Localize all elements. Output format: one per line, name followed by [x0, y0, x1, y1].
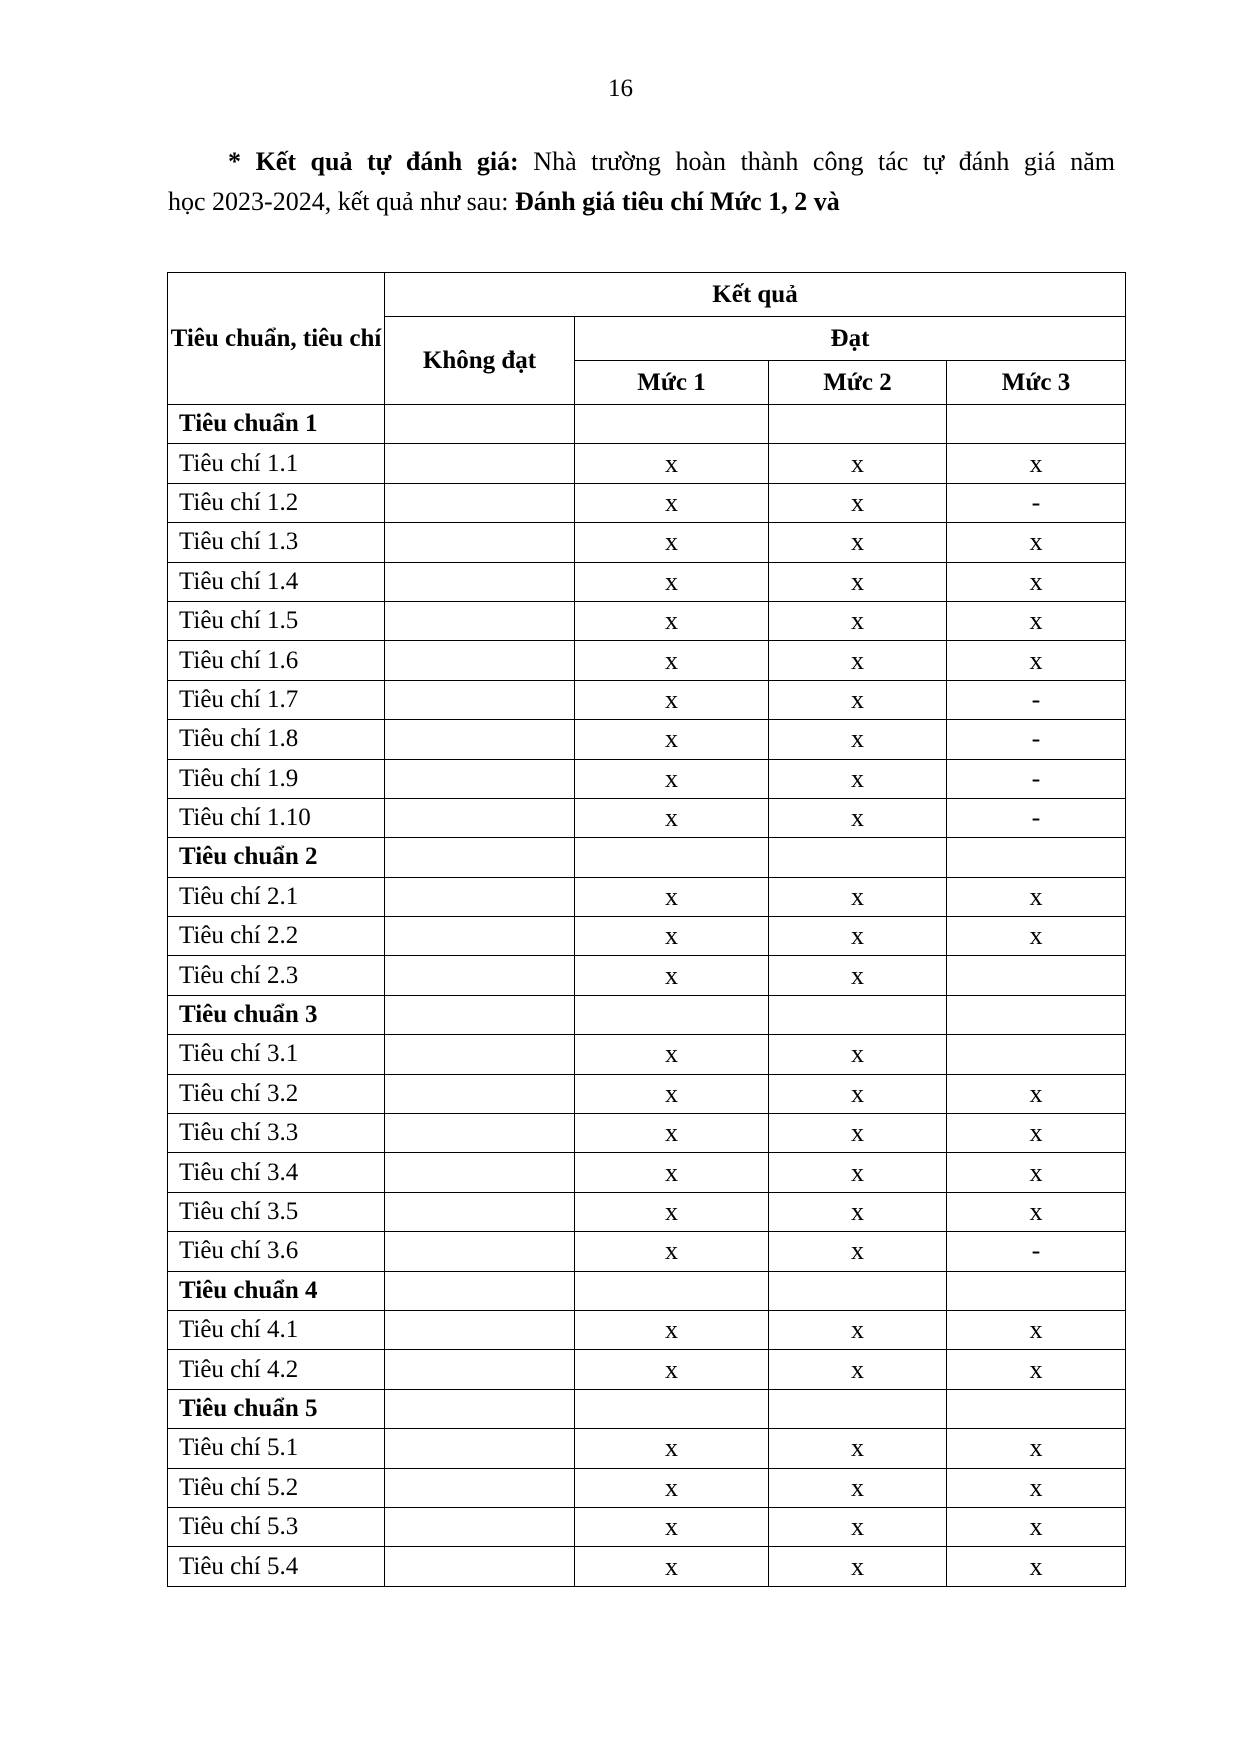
criterion-row: [168, 562, 1126, 601]
level-3-cell: -: [947, 483, 1126, 522]
level-3-cell: x: [947, 1350, 1126, 1389]
level-2-cell: x: [769, 641, 947, 680]
header-not-met: Không đạt: [385, 317, 575, 405]
level-3-cell: [947, 1035, 1126, 1074]
not-met-cell: [385, 838, 575, 877]
intro-line-2: [168, 182, 1115, 222]
criterion-row: [168, 1153, 1126, 1192]
level-3-cell: x: [947, 641, 1126, 680]
not-met-cell: [385, 1507, 575, 1546]
level-3-cell: x: [947, 444, 1126, 483]
not-met-cell: [385, 680, 575, 719]
level-3-cell: x: [947, 1310, 1126, 1349]
level-3-cell: x: [947, 1468, 1126, 1507]
level-1-cell: x: [575, 1468, 769, 1507]
level-1-cell: x: [575, 483, 769, 522]
not-met-cell: [385, 1389, 575, 1428]
level-1-cell: x: [575, 601, 769, 640]
not-met-cell: [385, 641, 575, 680]
level-2-cell: x: [769, 1429, 947, 1468]
table-header: [168, 273, 1126, 405]
not-met-cell: [385, 995, 575, 1034]
criterion-row: [168, 1192, 1126, 1231]
level-3-cell: x: [947, 1074, 1126, 1113]
criterion-row: [168, 1035, 1126, 1074]
row-label: Tiêu chí 2.2: [168, 917, 385, 956]
not-met-cell: [385, 405, 575, 444]
level-1-cell: x: [575, 917, 769, 956]
not-met-cell: [385, 1232, 575, 1271]
not-met-cell: [385, 877, 575, 916]
not-met-cell: [385, 1114, 575, 1153]
level-1-cell: [575, 1271, 769, 1310]
level-3-cell: -: [947, 680, 1126, 719]
criterion-row: [168, 1350, 1126, 1389]
level-2-cell: x: [769, 562, 947, 601]
standard-row: [168, 1271, 1126, 1310]
level-3-cell: [947, 1389, 1126, 1428]
not-met-cell: [385, 1547, 575, 1586]
row-label: Tiêu chuẩn 5: [168, 1389, 385, 1428]
not-met-cell: [385, 798, 575, 837]
level-1-cell: x: [575, 562, 769, 601]
level-1-cell: x: [575, 680, 769, 719]
level-2-cell: x: [769, 1074, 947, 1113]
self-assessment-table: [167, 272, 1126, 1587]
intro-suffix: Đánh giá tiêu chí Mức 1, 2 và: [514, 187, 840, 216]
not-met-cell: [385, 956, 575, 995]
level-2-cell: x: [769, 798, 947, 837]
level-2-cell: [769, 995, 947, 1034]
level-1-cell: x: [575, 1192, 769, 1231]
level-3-cell: [947, 405, 1126, 444]
row-label: Tiêu chí 3.3: [168, 1114, 385, 1153]
level-2-cell: [769, 1389, 947, 1428]
level-1-cell: [575, 1389, 769, 1428]
not-met-cell: [385, 601, 575, 640]
header-level-3: Mức 3: [947, 361, 1126, 405]
level-1-cell: [575, 838, 769, 877]
level-2-cell: x: [769, 956, 947, 995]
criterion-row: [168, 680, 1126, 719]
row-label: Tiêu chí 1.7: [168, 680, 385, 719]
not-met-cell: [385, 1035, 575, 1074]
criterion-row: [168, 1114, 1126, 1153]
level-3-cell: -: [947, 1232, 1126, 1271]
level-2-cell: x: [769, 1350, 947, 1389]
level-1-cell: x: [575, 444, 769, 483]
row-label: Tiêu chí 1.8: [168, 720, 385, 759]
level-2-cell: x: [769, 759, 947, 798]
level-2-cell: x: [769, 601, 947, 640]
intro-paragraph: [168, 142, 1115, 222]
row-label: Tiêu chuẩn 4: [168, 1271, 385, 1310]
intro-prefix: * Kết quả tự đánh giá:: [228, 147, 519, 176]
row-label: Tiêu chí 3.6: [168, 1232, 385, 1271]
level-3-cell: x: [947, 1153, 1126, 1192]
row-label: Tiêu chí 5.4: [168, 1547, 385, 1586]
level-3-cell: x: [947, 523, 1126, 562]
not-met-cell: [385, 1192, 575, 1231]
level-3-cell: [947, 995, 1126, 1034]
level-3-cell: x: [947, 917, 1126, 956]
not-met-cell: [385, 1468, 575, 1507]
criterion-row: [168, 641, 1126, 680]
not-met-cell: [385, 523, 575, 562]
criterion-row: [168, 956, 1126, 995]
level-1-cell: x: [575, 523, 769, 562]
not-met-cell: [385, 759, 575, 798]
row-label: Tiêu chí 3.4: [168, 1153, 385, 1192]
row-label: Tiêu chí 1.3: [168, 523, 385, 562]
level-1-cell: x: [575, 1114, 769, 1153]
criterion-row: [168, 1507, 1126, 1546]
row-label: Tiêu chuẩn 3: [168, 995, 385, 1034]
not-met-cell: [385, 1153, 575, 1192]
level-3-cell: x: [947, 1192, 1126, 1231]
level-3-cell: -: [947, 798, 1126, 837]
row-label: Tiêu chí 5.1: [168, 1429, 385, 1468]
level-1-cell: x: [575, 1547, 769, 1586]
row-label: Tiêu chí 5.3: [168, 1507, 385, 1546]
level-2-cell: x: [769, 877, 947, 916]
level-2-cell: x: [769, 483, 947, 522]
level-3-cell: x: [947, 1429, 1126, 1468]
criterion-row: [168, 523, 1126, 562]
level-3-cell: [947, 838, 1126, 877]
not-met-cell: [385, 1271, 575, 1310]
header-result: Kết quả: [385, 273, 1126, 317]
level-1-cell: x: [575, 798, 769, 837]
level-2-cell: x: [769, 444, 947, 483]
row-label: Tiêu chí 5.2: [168, 1468, 385, 1507]
row-label: Tiêu chí 2.1: [168, 877, 385, 916]
level-1-cell: x: [575, 956, 769, 995]
header-level-2: Mức 2: [769, 361, 947, 405]
criterion-row: [168, 720, 1126, 759]
criterion-row: [168, 1232, 1126, 1271]
row-label: Tiêu chí 1.1: [168, 444, 385, 483]
row-label: Tiêu chí 1.2: [168, 483, 385, 522]
level-1-cell: x: [575, 1035, 769, 1074]
criterion-row: [168, 483, 1126, 522]
criterion-row: [168, 601, 1126, 640]
level-2-cell: x: [769, 1232, 947, 1271]
level-2-cell: x: [769, 1468, 947, 1507]
level-3-cell: x: [947, 601, 1126, 640]
row-label: Tiêu chí 1.10: [168, 798, 385, 837]
not-met-cell: [385, 1310, 575, 1349]
criterion-row: [168, 917, 1126, 956]
header-met: Đạt: [575, 317, 1126, 361]
level-3-cell: -: [947, 759, 1126, 798]
level-1-cell: x: [575, 1232, 769, 1271]
level-3-cell: -: [947, 720, 1126, 759]
level-2-cell: x: [769, 523, 947, 562]
intro-text-1: Nhà trường hoàn thành công tác tự đánh giá năm: [518, 147, 1115, 176]
row-label: Tiêu chí 3.2: [168, 1074, 385, 1113]
standard-row: [168, 995, 1126, 1034]
level-3-cell: x: [947, 1507, 1126, 1546]
not-met-cell: [385, 483, 575, 522]
level-2-cell: x: [769, 1507, 947, 1546]
criterion-row: [168, 1468, 1126, 1507]
row-label: Tiêu chuẩn 2: [168, 838, 385, 877]
level-1-cell: x: [575, 1310, 769, 1349]
level-1-cell: x: [575, 1153, 769, 1192]
row-label: Tiêu chí 3.1: [168, 1035, 385, 1074]
not-met-cell: [385, 1429, 575, 1468]
level-2-cell: [769, 405, 947, 444]
level-2-cell: x: [769, 720, 947, 759]
row-label: Tiêu chí 4.1: [168, 1310, 385, 1349]
table-body: [168, 405, 1126, 1587]
level-1-cell: x: [575, 1507, 769, 1546]
row-label: Tiêu chí 1.5: [168, 601, 385, 640]
standard-row: [168, 405, 1126, 444]
level-1-cell: x: [575, 1429, 769, 1468]
level-1-cell: x: [575, 1350, 769, 1389]
level-3-cell: x: [947, 1547, 1126, 1586]
criterion-row: [168, 444, 1126, 483]
level-3-cell: x: [947, 562, 1126, 601]
level-3-cell: [947, 956, 1126, 995]
level-2-cell: x: [769, 1114, 947, 1153]
not-met-cell: [385, 562, 575, 601]
level-2-cell: [769, 1271, 947, 1310]
level-3-cell: x: [947, 877, 1126, 916]
not-met-cell: [385, 1350, 575, 1389]
row-label: Tiêu chí 1.4: [168, 562, 385, 601]
level-2-cell: x: [769, 1035, 947, 1074]
criterion-row: [168, 1310, 1126, 1349]
level-2-cell: x: [769, 680, 947, 719]
level-1-cell: x: [575, 1074, 769, 1113]
level-1-cell: x: [575, 759, 769, 798]
not-met-cell: [385, 917, 575, 956]
intro-line-1: [168, 142, 1115, 182]
row-label: Tiêu chí 4.2: [168, 1350, 385, 1389]
not-met-cell: [385, 1074, 575, 1113]
standard-row: [168, 838, 1126, 877]
level-1-cell: x: [575, 877, 769, 916]
level-1-cell: x: [575, 720, 769, 759]
intro-text-2: học 2023-2024, kết quả như sau:: [168, 187, 515, 216]
criterion-row: [168, 877, 1126, 916]
not-met-cell: [385, 444, 575, 483]
row-label: Tiêu chí 1.9: [168, 759, 385, 798]
level-3-cell: x: [947, 1114, 1126, 1153]
criterion-row: [168, 798, 1126, 837]
not-met-cell: [385, 720, 575, 759]
row-label: Tiêu chí 2.3: [168, 956, 385, 995]
page-number: 16: [608, 75, 633, 102]
criterion-row: [168, 1547, 1126, 1586]
row-label: Tiêu chuẩn 1: [168, 405, 385, 444]
level-1-cell: [575, 995, 769, 1034]
row-label: Tiêu chí 1.6: [168, 641, 385, 680]
level-2-cell: [769, 838, 947, 877]
level-2-cell: x: [769, 1310, 947, 1349]
criterion-row: [168, 759, 1126, 798]
header-level-1: Mức 1: [575, 361, 769, 405]
criterion-row: [168, 1074, 1126, 1113]
level-2-cell: x: [769, 1153, 947, 1192]
criterion-row: [168, 1429, 1126, 1468]
level-2-cell: x: [769, 1192, 947, 1231]
level-2-cell: x: [769, 917, 947, 956]
level-1-cell: [575, 405, 769, 444]
level-2-cell: x: [769, 1547, 947, 1586]
level-1-cell: x: [575, 641, 769, 680]
row-label: Tiêu chí 3.5: [168, 1192, 385, 1231]
standard-row: [168, 1389, 1126, 1428]
header-criteria: Tiêu chuẩn, tiêu chí: [168, 273, 385, 405]
level-3-cell: [947, 1271, 1126, 1310]
